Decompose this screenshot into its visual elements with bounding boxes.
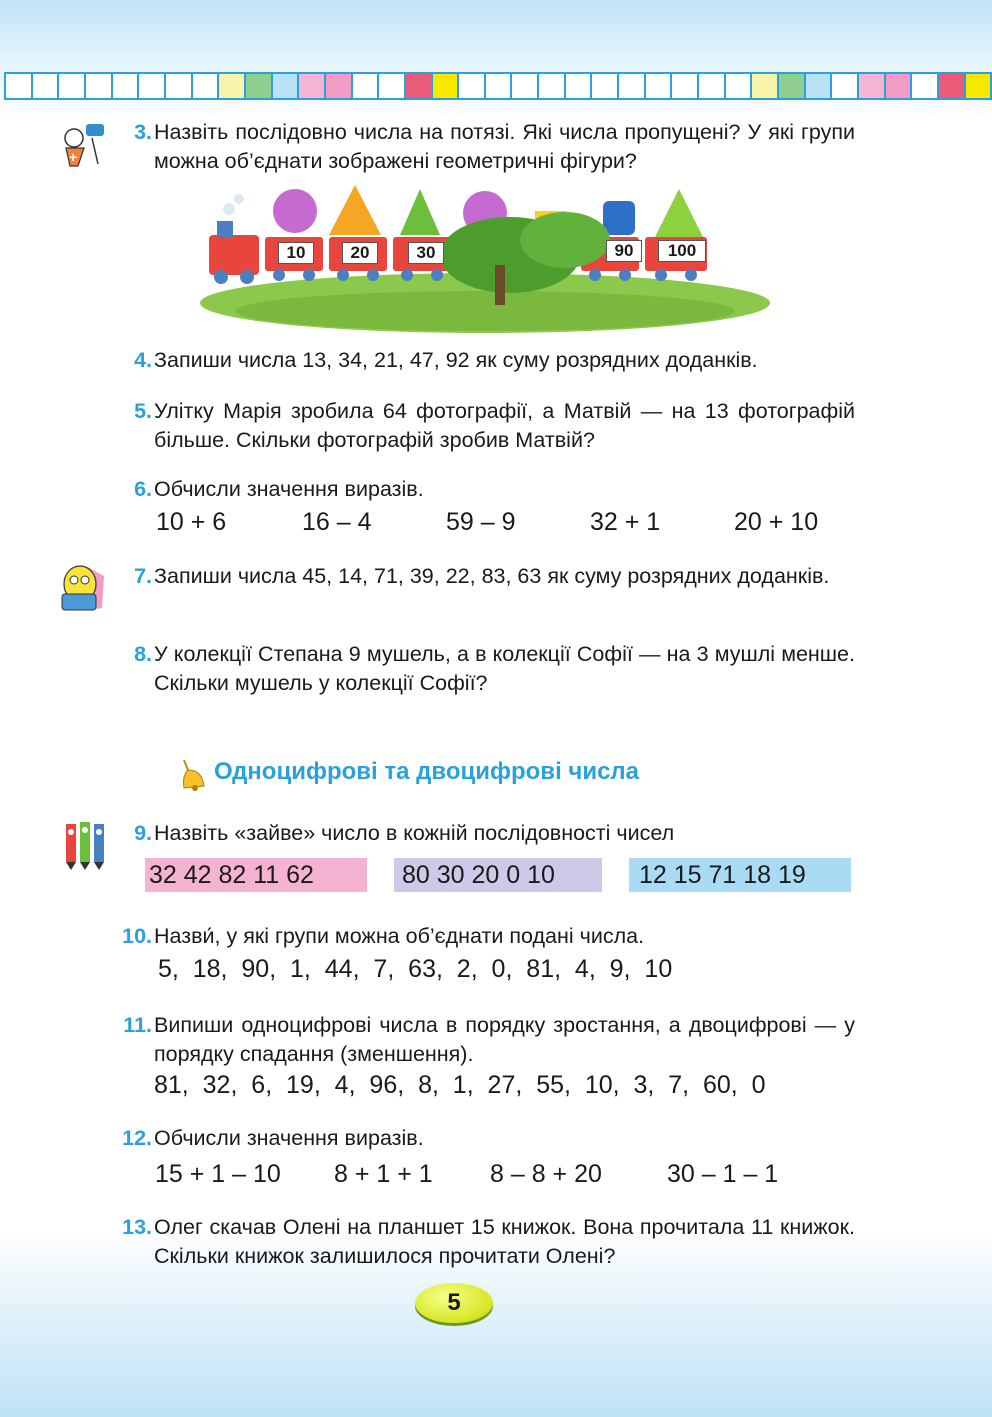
task-number: 10. <box>122 924 152 948</box>
task-number: 11. <box>123 1013 152 1037</box>
task-text: Назви́, у які групи можна об’єднати подані числа. <box>154 924 645 948</box>
task-7 <box>110 562 855 591</box>
expression: 10 + 6 <box>156 508 227 536</box>
task-text: Назвіть «зайве» число в кожній послідовності чисел <box>154 821 675 845</box>
rabbit-mascot-icon <box>58 118 110 170</box>
task-number: 7. <box>134 564 152 588</box>
strip-cell <box>937 72 966 100</box>
svg-text:+: + <box>69 149 78 165</box>
task-text: Назвіть послідовно числа на потязі. Які числа пропущені? У які групи можна об’єднати зображені геометричні фігури? <box>154 120 855 173</box>
sequence-2: 80 30 20 0 10 <box>394 858 602 892</box>
strip-cell <box>84 72 113 100</box>
strip-cell <box>31 72 60 100</box>
strip-cell <box>271 72 300 100</box>
expression: 15 + 1 – 10 <box>155 1160 281 1188</box>
strip-cell <box>537 72 566 100</box>
task-8 <box>110 640 855 698</box>
strip-cell <box>244 72 273 100</box>
strip-cell <box>617 72 646 100</box>
strip-cell <box>297 72 326 100</box>
task-10-numbers <box>158 955 858 985</box>
task-number: 13. <box>122 1215 152 1239</box>
strip-cell <box>484 72 513 100</box>
task-text: У колекції Степана 9 мушель, а в колекції Софії — на 3 мушлі менше. Скільки мушель у колекції Софії? <box>154 642 855 695</box>
strip-cell <box>910 72 939 100</box>
strip-cell <box>111 72 140 100</box>
train-number-20: 20 <box>342 242 378 264</box>
strip-cell <box>510 72 539 100</box>
header-color-strip <box>4 72 990 100</box>
task-4 <box>110 346 855 375</box>
strip-cell <box>777 72 806 100</box>
strip-cell <box>964 72 992 100</box>
strip-cell <box>431 72 460 100</box>
strip-cell <box>164 72 193 100</box>
bell-icon <box>178 758 212 792</box>
backpack-icon <box>58 562 112 614</box>
strip-cell <box>137 72 166 100</box>
task-5 <box>110 397 855 455</box>
task-6-expressions <box>0 508 992 538</box>
train-number-100: 100 <box>658 240 706 262</box>
task-number: 5. <box>134 399 152 423</box>
expression: 8 – 8 + 20 <box>490 1160 602 1188</box>
strip-cell <box>644 72 673 100</box>
task-12-expressions <box>0 1160 992 1190</box>
strip-cell <box>590 72 619 100</box>
section-heading: Одноцифрові та двоцифрові числа <box>214 758 640 785</box>
strip-cell <box>884 72 913 100</box>
strip-cell <box>191 72 220 100</box>
task-12 <box>110 1124 855 1153</box>
task-number: 3. <box>134 120 152 144</box>
strip-cell <box>404 72 433 100</box>
task-text: Улітку Марія зробила 64 фотографії, а Матвій — на 13 фотографій більше. Скільки фотографій зробив Матвій? <box>154 399 855 452</box>
strip-cell <box>804 72 833 100</box>
task-text: Обчисли значення виразів. <box>154 477 424 501</box>
strip-cell <box>4 72 33 100</box>
strip-cell <box>724 72 753 100</box>
task-13 <box>110 1213 855 1271</box>
task-text: Запиши числа 13, 34, 21, 47, 92 як суму розрядних доданків. <box>154 348 758 372</box>
sequence-1: 32 42 82 11 62 <box>145 858 367 892</box>
strip-cell <box>750 72 779 100</box>
task-number: 6. <box>134 477 152 501</box>
task-11-numbers <box>154 1071 854 1101</box>
strip-cell <box>670 72 699 100</box>
task-number: 9. <box>134 821 152 845</box>
train-number-10: 10 <box>278 242 314 264</box>
strip-cell <box>217 72 246 100</box>
strip-cell <box>697 72 726 100</box>
task-number: 4. <box>134 348 152 372</box>
task-11 <box>110 1011 855 1069</box>
expression: 20 + 10 <box>734 508 819 536</box>
sequence-3: 12 15 71 18 19 <box>629 858 851 892</box>
task-3 <box>110 118 855 176</box>
expression: 30 – 1 – 1 <box>667 1160 779 1188</box>
pencils-icon <box>60 818 116 870</box>
strip-cell <box>857 72 886 100</box>
strip-cell <box>830 72 859 100</box>
strip-cell <box>324 72 353 100</box>
strip-cell <box>457 72 486 100</box>
task-number: 8. <box>134 642 152 666</box>
strip-cell <box>351 72 380 100</box>
task-text: Олег скачав Олені на планшет 15 книжок. Вона прочитала 11 книжок. Скільки книжок залишилося прочитати Олені? <box>154 1215 855 1268</box>
task-text: Запиши числа 45, 14, 71, 39, 22, 83, 63 як суму розрядних доданків. <box>154 564 830 588</box>
numbers-list: 5, 18, 90, 1, 44, 7, 63, 2, 0, 81, 4, 9, 10 <box>158 955 673 983</box>
train-number-30: 30 <box>408 242 444 264</box>
task-text: Обчисли значення виразів. <box>154 1126 424 1150</box>
train-number-90: 90 <box>606 240 642 262</box>
task-9 <box>110 819 855 848</box>
numbers-list: 81, 32, 6, 19, 4, 96, 8, 1, 27, 55, 10, 3, 7, 60, 0 <box>154 1071 766 1099</box>
expression: 32 + 1 <box>590 508 661 536</box>
task-text: Випиши одноцифрові числа в порядку зростання, а двоцифрові — у порядку спадання (зменшення). <box>154 1013 855 1066</box>
expression: 16 – 4 <box>302 508 372 536</box>
strip-cell <box>57 72 86 100</box>
strip-cell <box>377 72 406 100</box>
expression: 8 + 1 + 1 <box>334 1160 433 1188</box>
task-10 <box>110 922 855 951</box>
page-number: 5 <box>415 1283 493 1323</box>
strip-cell <box>564 72 593 100</box>
task-number: 12. <box>122 1126 152 1150</box>
expression: 59 – 9 <box>446 508 516 536</box>
task-6 <box>110 475 855 504</box>
